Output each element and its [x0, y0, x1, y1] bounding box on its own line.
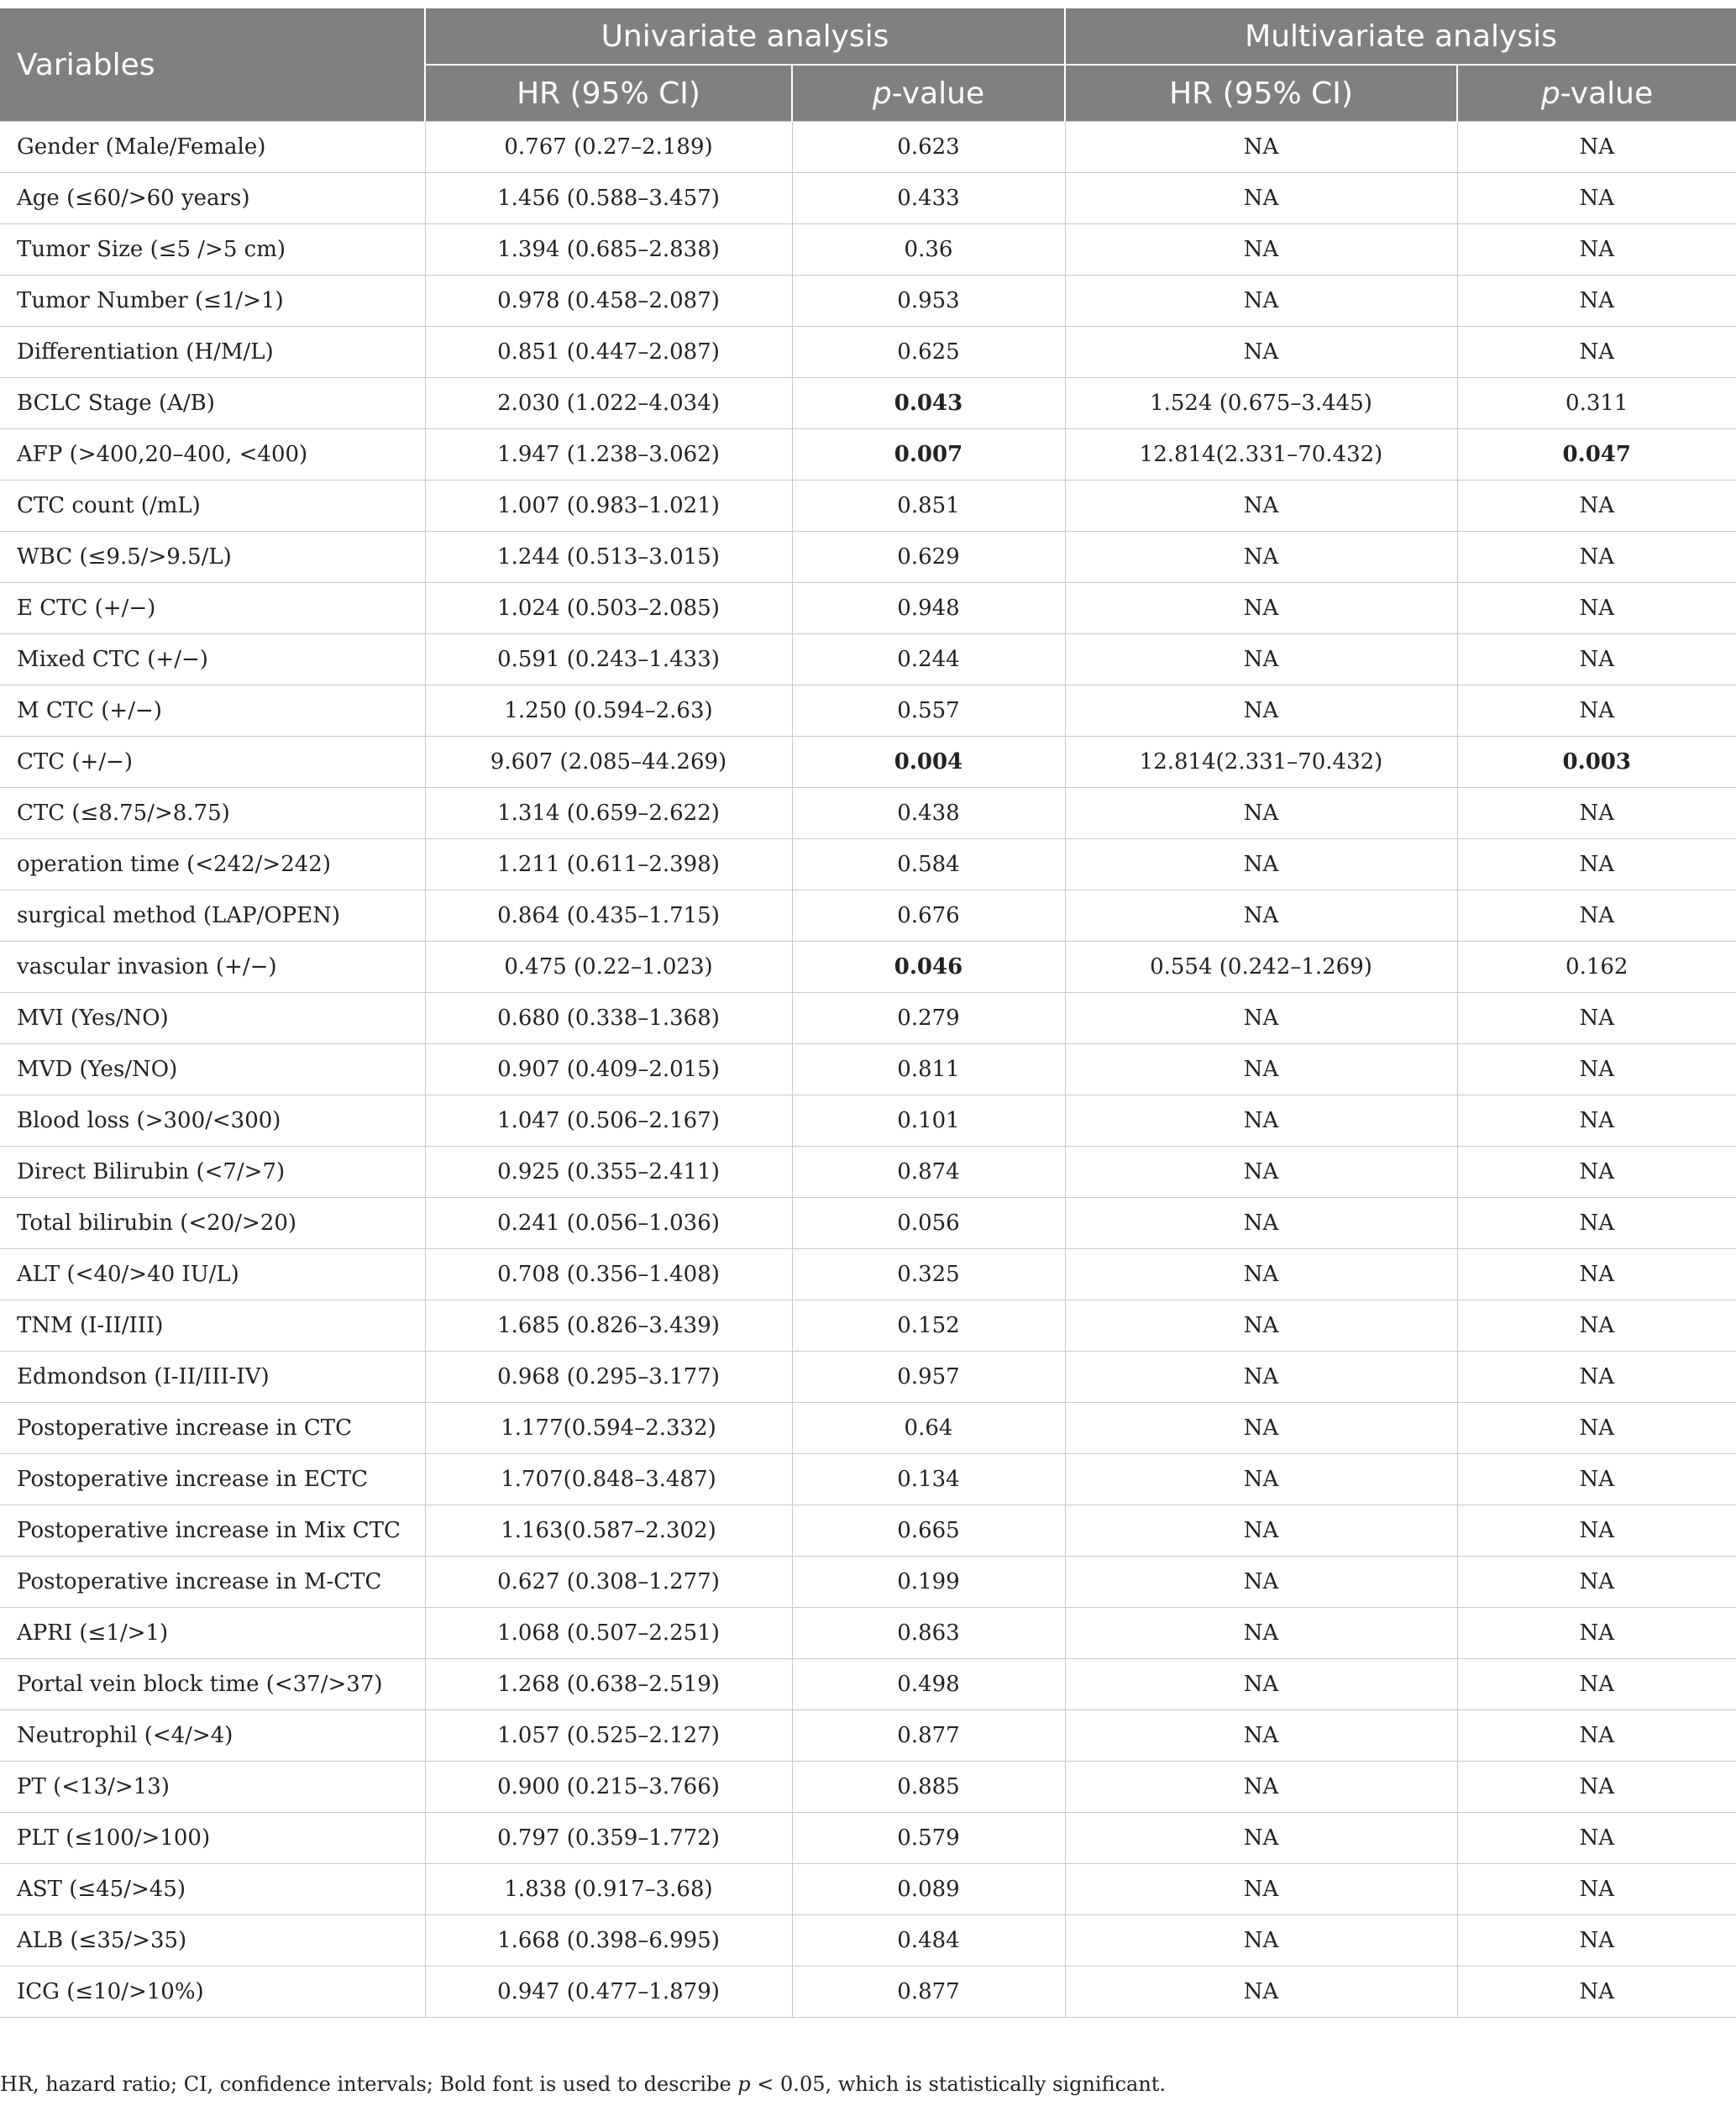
table-row: [0, 532, 1736, 583]
variable-cell: CTC (≤8.75/>8.75): [0, 788, 425, 839]
multivariate-p-cell: NA: [1457, 276, 1736, 327]
variable-cell: Tumor Number (≤1/>1): [0, 276, 425, 327]
footnote-text-after: < 0.05, which is statistically significant.: [750, 2072, 1167, 2096]
univariate-hr-cell: 0.978 (0.458–2.087): [425, 276, 792, 327]
variable-cell: ALB (≤35/>35): [0, 1915, 425, 1967]
univariate-hr-cell: 1.177(0.594–2.332): [425, 1403, 792, 1454]
univariate-hr-cell: 1.268 (0.638–2.519): [425, 1659, 792, 1710]
variable-cell: Postoperative increase in ECTC: [0, 1454, 425, 1505]
table-row: [0, 1198, 1736, 1249]
univariate-p-cell: 0.325: [792, 1249, 1065, 1300]
multivariate-hr-cell: NA: [1065, 1352, 1457, 1403]
univariate-p-cell: 0.134: [792, 1454, 1065, 1505]
univariate-hr-cell: 0.900 (0.215–3.766): [425, 1762, 792, 1813]
variable-cell: operation time (<242/>242): [0, 839, 425, 890]
table-row: [0, 1864, 1736, 1915]
multivariate-hr-cell: NA: [1065, 890, 1457, 942]
univariate-hr-cell: 0.627 (0.308–1.277): [425, 1557, 792, 1608]
multivariate-hr-cell: NA: [1065, 327, 1457, 378]
variable-cell: CTC count (/mL): [0, 481, 425, 532]
table-row: [0, 429, 1736, 481]
multivariate-hr-cell: NA: [1065, 583, 1457, 634]
univariate-p-cell: 0.199: [792, 1557, 1065, 1608]
univariate-hr-cell: 0.797 (0.359–1.772): [425, 1813, 792, 1864]
variable-cell: APRI (≤1/>1): [0, 1608, 425, 1659]
univariate-hr-cell: 1.685 (0.826–3.439): [425, 1300, 792, 1352]
variable-cell: ALT (<40/>40 IU/L): [0, 1249, 425, 1300]
table-row: [0, 1095, 1736, 1147]
univariate-p-cell: 0.877: [792, 1710, 1065, 1762]
univariate-p-cell: 0.244: [792, 634, 1065, 685]
table-container: [0, 8, 1736, 2018]
multivariate-hr-cell: NA: [1065, 122, 1457, 173]
table-row: [0, 224, 1736, 276]
variable-cell: Portal vein block time (<37/>37): [0, 1659, 425, 1710]
table-row: [0, 276, 1736, 327]
univariate-p-cell: 0.498: [792, 1659, 1065, 1710]
variable-cell: Total bilirubin (<20/>20): [0, 1198, 425, 1249]
header-univariate-hr: HR (95% CI): [425, 65, 792, 122]
univariate-p-cell: 0.36: [792, 224, 1065, 276]
univariate-p-cell: 0.623: [792, 122, 1065, 173]
multivariate-p-cell: NA: [1457, 224, 1736, 276]
multivariate-hr-cell: NA: [1065, 1505, 1457, 1557]
table-row: [0, 634, 1736, 685]
multivariate-p-cell: NA: [1457, 839, 1736, 890]
variable-cell: BCLC Stage (A/B): [0, 378, 425, 429]
multivariate-p-cell: NA: [1457, 1352, 1736, 1403]
univariate-hr-cell: 1.007 (0.983–1.021): [425, 481, 792, 532]
univariate-p-cell: 0.957: [792, 1352, 1065, 1403]
variable-cell: PLT (≤100/>100): [0, 1813, 425, 1864]
table-row: [0, 1710, 1736, 1762]
univariate-hr-cell: 0.591 (0.243–1.433): [425, 634, 792, 685]
univariate-p-cell: 0.089: [792, 1864, 1065, 1915]
univariate-hr-cell: 1.838 (0.917–3.68): [425, 1864, 792, 1915]
hazard-ratio-table: [0, 8, 1736, 2018]
univariate-p-cell: 0.863: [792, 1608, 1065, 1659]
variable-cell: Gender (Male/Female): [0, 122, 425, 173]
univariate-hr-cell: 1.211 (0.611–2.398): [425, 839, 792, 890]
multivariate-p-cell: NA: [1457, 1915, 1736, 1967]
univariate-p-cell: 0.676: [792, 890, 1065, 942]
multivariate-p-cell: NA: [1457, 1557, 1736, 1608]
multivariate-hr-cell: NA: [1065, 1864, 1457, 1915]
header-multivariate-p: [1457, 65, 1736, 122]
univariate-hr-cell: 1.314 (0.659–2.622): [425, 788, 792, 839]
multivariate-p-cell: NA: [1457, 788, 1736, 839]
multivariate-p-cell: NA: [1457, 1710, 1736, 1762]
univariate-p-cell: 0.665: [792, 1505, 1065, 1557]
multivariate-hr-cell: NA: [1065, 1300, 1457, 1352]
table-row: [0, 942, 1736, 993]
multivariate-hr-cell: 1.524 (0.675–3.445): [1065, 378, 1457, 429]
univariate-p-cell: 0.584: [792, 839, 1065, 890]
variable-cell: AST (≤45/>45): [0, 1864, 425, 1915]
univariate-p-cell: 0.101: [792, 1095, 1065, 1147]
univariate-p-cell: 0.043: [792, 378, 1065, 429]
table-row: [0, 1659, 1736, 1710]
multivariate-p-cell: 0.311: [1457, 378, 1736, 429]
univariate-hr-cell: 1.394 (0.685–2.838): [425, 224, 792, 276]
variable-cell: Postoperative increase in CTC: [0, 1403, 425, 1454]
multivariate-hr-cell: NA: [1065, 1557, 1457, 1608]
univariate-p-cell: 0.056: [792, 1198, 1065, 1249]
univariate-hr-cell: 1.068 (0.507–2.251): [425, 1608, 792, 1659]
multivariate-p-cell: NA: [1457, 173, 1736, 224]
p-italic: p: [1540, 76, 1560, 111]
univariate-p-cell: 0.625: [792, 327, 1065, 378]
univariate-hr-cell: 1.163(0.587–2.302): [425, 1505, 792, 1557]
univariate-p-cell: 0.279: [792, 993, 1065, 1044]
multivariate-p-cell: NA: [1457, 1095, 1736, 1147]
univariate-p-cell: 0.629: [792, 532, 1065, 583]
footnote-p-italic: p: [737, 2072, 751, 2096]
variable-cell: Edmondson (I-II/III-IV): [0, 1352, 425, 1403]
variable-cell: vascular invasion (+/−): [0, 942, 425, 993]
univariate-hr-cell: 0.708 (0.356–1.408): [425, 1249, 792, 1300]
table-row: [0, 788, 1736, 839]
multivariate-p-cell: NA: [1457, 993, 1736, 1044]
univariate-p-cell: 0.579: [792, 1813, 1065, 1864]
univariate-p-cell: 0.851: [792, 481, 1065, 532]
multivariate-hr-cell: NA: [1065, 1249, 1457, 1300]
univariate-hr-cell: 1.947 (1.238–3.062): [425, 429, 792, 481]
table-row: [0, 583, 1736, 634]
multivariate-hr-cell: NA: [1065, 224, 1457, 276]
univariate-p-cell: 0.152: [792, 1300, 1065, 1352]
univariate-hr-cell: 1.047 (0.506–2.167): [425, 1095, 792, 1147]
variable-cell: Neutrophil (<4/>4): [0, 1710, 425, 1762]
p-suffix: -value: [891, 76, 985, 111]
table-row: [0, 1147, 1736, 1198]
multivariate-p-cell: 0.003: [1457, 737, 1736, 788]
p-italic: p: [872, 76, 892, 111]
variable-cell: MVD (Yes/NO): [0, 1044, 425, 1095]
table-row: [0, 122, 1736, 173]
table-row: [0, 481, 1736, 532]
multivariate-hr-cell: NA: [1065, 1147, 1457, 1198]
multivariate-p-cell: NA: [1457, 532, 1736, 583]
univariate-hr-cell: 1.244 (0.513–3.015): [425, 532, 792, 583]
table-body: [0, 122, 1736, 2018]
univariate-hr-cell: 0.680 (0.338–1.368): [425, 993, 792, 1044]
univariate-hr-cell: 0.947 (0.477–1.879): [425, 1967, 792, 2018]
multivariate-hr-cell: NA: [1065, 1454, 1457, 1505]
univariate-hr-cell: 0.968 (0.295–3.177): [425, 1352, 792, 1403]
multivariate-hr-cell: NA: [1065, 1813, 1457, 1864]
multivariate-hr-cell: NA: [1065, 634, 1457, 685]
univariate-p-cell: 0.948: [792, 583, 1065, 634]
table-row: [0, 1403, 1736, 1454]
p-suffix: -value: [1560, 76, 1654, 111]
variable-cell: Mixed CTC (+/−): [0, 634, 425, 685]
multivariate-p-cell: NA: [1457, 481, 1736, 532]
multivariate-p-cell: NA: [1457, 1864, 1736, 1915]
multivariate-hr-cell: NA: [1065, 1403, 1457, 1454]
table-row: [0, 173, 1736, 224]
multivariate-hr-cell: NA: [1065, 993, 1457, 1044]
univariate-hr-cell: 1.024 (0.503–2.085): [425, 583, 792, 634]
table-row: [0, 1813, 1736, 1864]
multivariate-p-cell: NA: [1457, 327, 1736, 378]
univariate-hr-cell: 0.864 (0.435–1.715): [425, 890, 792, 942]
multivariate-p-cell: NA: [1457, 122, 1736, 173]
multivariate-hr-cell: 0.554 (0.242–1.269): [1065, 942, 1457, 993]
multivariate-p-cell: NA: [1457, 1249, 1736, 1300]
multivariate-hr-cell: NA: [1065, 1198, 1457, 1249]
univariate-hr-cell: 1.668 (0.398–6.995): [425, 1915, 792, 1967]
header-row-groups: [0, 8, 1736, 65]
table-row: [0, 1505, 1736, 1557]
univariate-p-cell: 0.811: [792, 1044, 1065, 1095]
univariate-hr-cell: 0.907 (0.409–2.015): [425, 1044, 792, 1095]
multivariate-p-cell: NA: [1457, 1505, 1736, 1557]
univariate-hr-cell: 1.057 (0.525–2.127): [425, 1710, 792, 1762]
table-row: [0, 993, 1736, 1044]
multivariate-hr-cell: NA: [1065, 1095, 1457, 1147]
multivariate-p-cell: NA: [1457, 1967, 1736, 2018]
univariate-hr-cell: 0.851 (0.447–2.087): [425, 327, 792, 378]
header-multivariate-hr: HR (95% CI): [1065, 65, 1457, 122]
variable-cell: Blood loss (>300/<300): [0, 1095, 425, 1147]
univariate-p-cell: 0.885: [792, 1762, 1065, 1813]
multivariate-p-cell: NA: [1457, 634, 1736, 685]
multivariate-hr-cell: NA: [1065, 1762, 1457, 1813]
variable-cell: Differentiation (H/M/L): [0, 327, 425, 378]
multivariate-hr-cell: 12.814(2.331–70.432): [1065, 737, 1457, 788]
table-row: [0, 1352, 1736, 1403]
table-row: [0, 378, 1736, 429]
variable-cell: CTC (+/−): [0, 737, 425, 788]
univariate-p-cell: 0.877: [792, 1967, 1065, 2018]
multivariate-p-cell: NA: [1457, 1813, 1736, 1864]
univariate-hr-cell: 1.456 (0.588–3.457): [425, 173, 792, 224]
table-row: [0, 890, 1736, 942]
table-footnote: [0, 2072, 1166, 2096]
multivariate-p-cell: NA: [1457, 1198, 1736, 1249]
variable-cell: ICG (≤10/>10%): [0, 1967, 425, 2018]
univariate-p-cell: 0.438: [792, 788, 1065, 839]
multivariate-hr-cell: NA: [1065, 1044, 1457, 1095]
table-row: [0, 1044, 1736, 1095]
variable-cell: surgical method (LAP/OPEN): [0, 890, 425, 942]
variable-cell: TNM (I-II/III): [0, 1300, 425, 1352]
multivariate-hr-cell: NA: [1065, 481, 1457, 532]
multivariate-hr-cell: NA: [1065, 839, 1457, 890]
multivariate-p-cell: NA: [1457, 583, 1736, 634]
table-row: [0, 1915, 1736, 1967]
variable-cell: E CTC (+/−): [0, 583, 425, 634]
multivariate-p-cell: NA: [1457, 1608, 1736, 1659]
multivariate-p-cell: 0.162: [1457, 942, 1736, 993]
univariate-p-cell: 0.64: [792, 1403, 1065, 1454]
variable-cell: Direct Bilirubin (<7/>7): [0, 1147, 425, 1198]
table-row: [0, 685, 1736, 737]
table-row: [0, 1762, 1736, 1813]
footnote-text-before: HR, hazard ratio; CI, confidence intervals; Bold font is used to describe: [0, 2072, 738, 2096]
multivariate-hr-cell: 12.814(2.331–70.432): [1065, 429, 1457, 481]
multivariate-p-cell: NA: [1457, 890, 1736, 942]
multivariate-hr-cell: NA: [1065, 173, 1457, 224]
multivariate-p-cell: NA: [1457, 685, 1736, 737]
multivariate-hr-cell: NA: [1065, 788, 1457, 839]
multivariate-p-cell: NA: [1457, 1762, 1736, 1813]
table-row: [0, 1454, 1736, 1505]
univariate-hr-cell: 0.241 (0.056–1.036): [425, 1198, 792, 1249]
table-row: [0, 839, 1736, 890]
table-row: [0, 1249, 1736, 1300]
multivariate-hr-cell: NA: [1065, 1915, 1457, 1967]
variable-cell: Age (≤60/>60 years): [0, 173, 425, 224]
multivariate-p-cell: NA: [1457, 1454, 1736, 1505]
univariate-hr-cell: 1.707(0.848–3.487): [425, 1454, 792, 1505]
header-univariate-p: [792, 65, 1065, 122]
univariate-hr-cell: 9.607 (2.085–44.269): [425, 737, 792, 788]
variable-cell: MVI (Yes/NO): [0, 993, 425, 1044]
multivariate-hr-cell: NA: [1065, 1608, 1457, 1659]
variable-cell: M CTC (+/−): [0, 685, 425, 737]
variable-cell: WBC (≤9.5/>9.5/L): [0, 532, 425, 583]
table-row: [0, 1608, 1736, 1659]
multivariate-p-cell: NA: [1457, 1659, 1736, 1710]
variable-cell: Tumor Size (≤5 />5 cm): [0, 224, 425, 276]
univariate-p-cell: 0.433: [792, 173, 1065, 224]
header-univariate: Univariate analysis: [425, 8, 1065, 65]
univariate-hr-cell: 1.250 (0.594–2.63): [425, 685, 792, 737]
table-row: [0, 737, 1736, 788]
univariate-hr-cell: 0.925 (0.355–2.411): [425, 1147, 792, 1198]
multivariate-hr-cell: NA: [1065, 1967, 1457, 2018]
header-variables: Variables: [0, 8, 425, 122]
table-row: [0, 1300, 1736, 1352]
univariate-hr-cell: 0.767 (0.27–2.189): [425, 122, 792, 173]
multivariate-hr-cell: NA: [1065, 276, 1457, 327]
multivariate-p-cell: 0.047: [1457, 429, 1736, 481]
univariate-p-cell: 0.046: [792, 942, 1065, 993]
header-multivariate: Multivariate analysis: [1065, 8, 1736, 65]
variable-cell: Postoperative increase in M-CTC: [0, 1557, 425, 1608]
multivariate-p-cell: NA: [1457, 1403, 1736, 1454]
multivariate-p-cell: NA: [1457, 1044, 1736, 1095]
variable-cell: Postoperative increase in Mix CTC: [0, 1505, 425, 1557]
multivariate-p-cell: NA: [1457, 1147, 1736, 1198]
table-row: [0, 327, 1736, 378]
univariate-p-cell: 0.484: [792, 1915, 1065, 1967]
univariate-hr-cell: 0.475 (0.22–1.023): [425, 942, 792, 993]
multivariate-p-cell: NA: [1457, 1300, 1736, 1352]
variable-cell: PT (<13/>13): [0, 1762, 425, 1813]
univariate-p-cell: 0.874: [792, 1147, 1065, 1198]
univariate-p-cell: 0.007: [792, 429, 1065, 481]
multivariate-hr-cell: NA: [1065, 1659, 1457, 1710]
multivariate-hr-cell: NA: [1065, 685, 1457, 737]
univariate-p-cell: 0.953: [792, 276, 1065, 327]
table-row: [0, 1967, 1736, 2018]
multivariate-hr-cell: NA: [1065, 532, 1457, 583]
univariate-p-cell: 0.557: [792, 685, 1065, 737]
multivariate-hr-cell: NA: [1065, 1710, 1457, 1762]
variable-cell: AFP (>400,20–400, <400): [0, 429, 425, 481]
univariate-p-cell: 0.004: [792, 737, 1065, 788]
table-row: [0, 1557, 1736, 1608]
univariate-hr-cell: 2.030 (1.022–4.034): [425, 378, 792, 429]
